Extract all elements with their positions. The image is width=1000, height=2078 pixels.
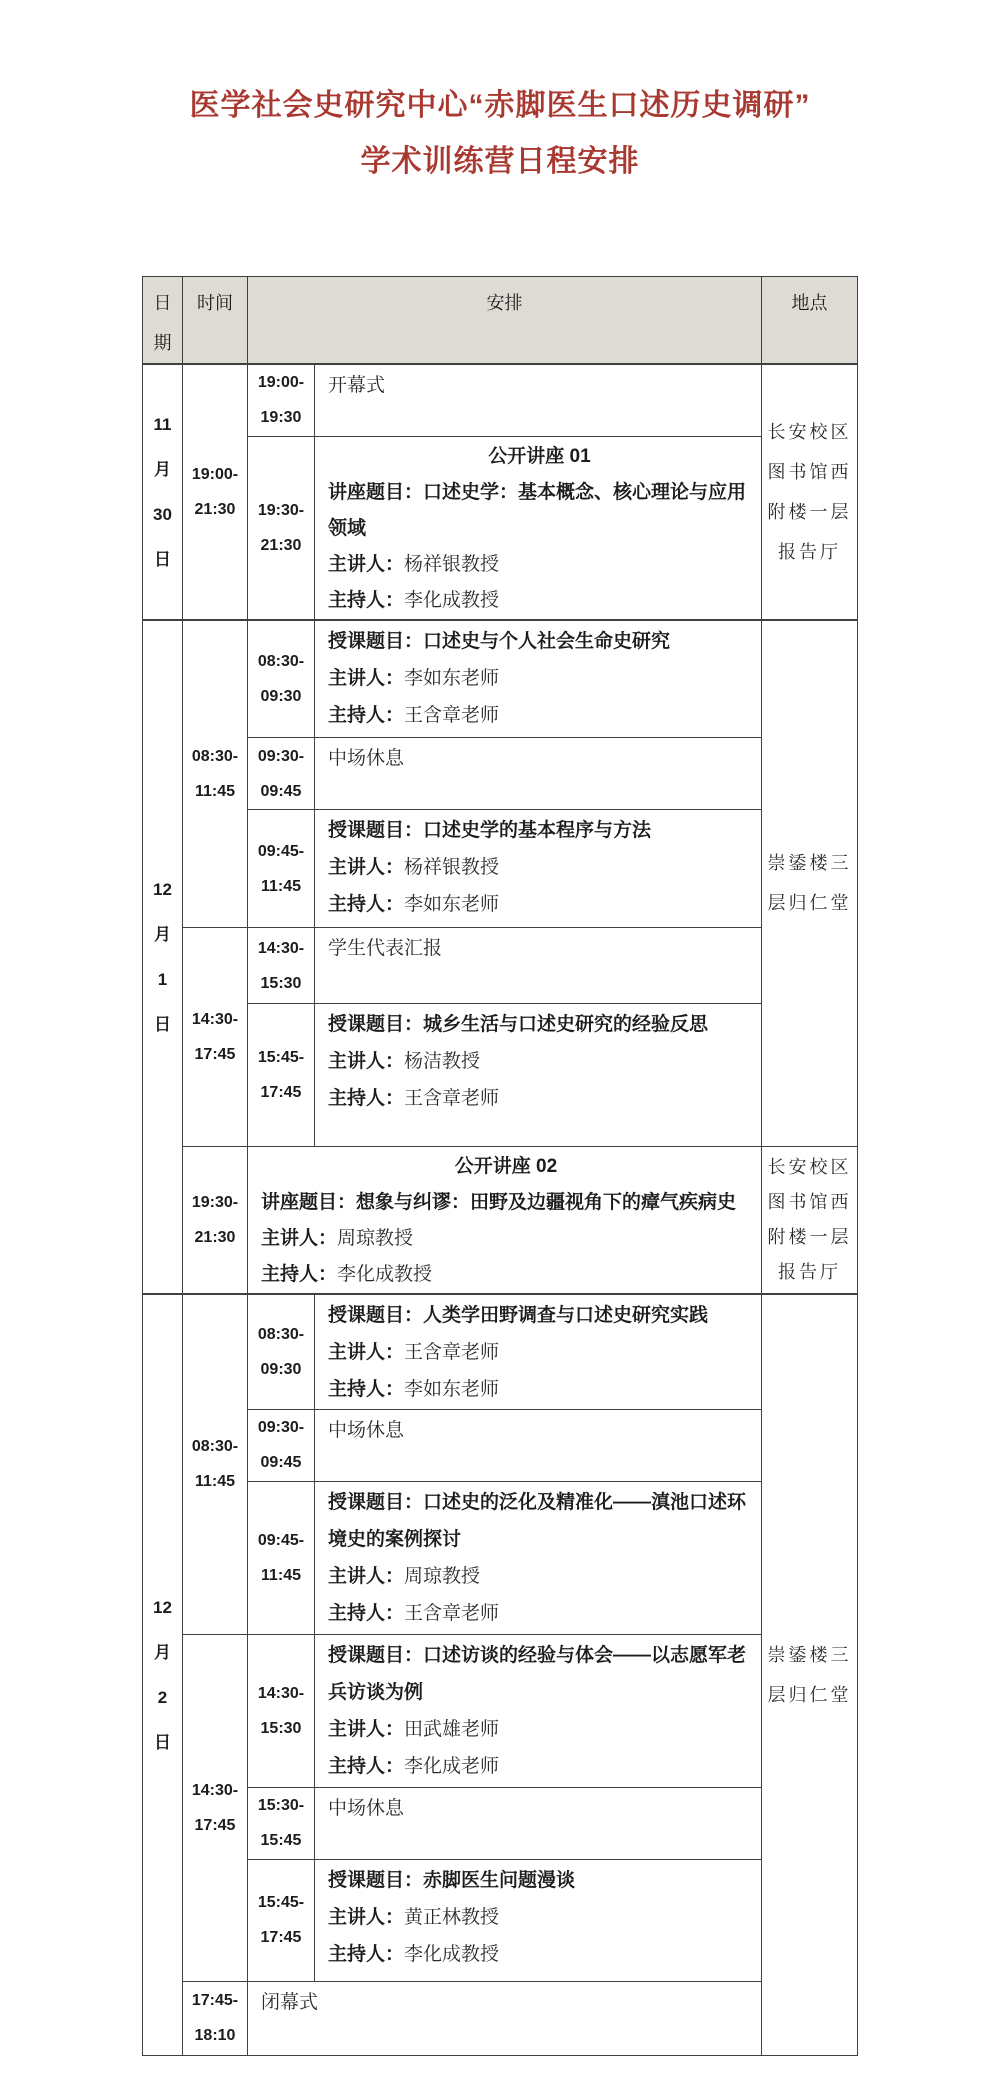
table-row	[143, 620, 858, 738]
dec1-s2-content-cell	[315, 810, 762, 928]
session-title: 授课题目：口述史的泛化及精准化——滇池口述环境史的案例探讨	[328, 1491, 747, 1550]
break-label: 中场休息	[328, 1797, 405, 1819]
table-row	[143, 1481, 858, 1634]
session-speaker: 主讲人：黄正林教授	[328, 1906, 500, 1928]
lecture1-content-cell	[315, 436, 762, 620]
closing-time-cell: 17:45- 18:10	[183, 1981, 248, 2055]
lecture2-speaker: 主讲人：周琼教授	[261, 1228, 414, 1249]
dec1-evening-time-cell: 19:30- 21:30	[183, 1147, 248, 1295]
dec2-s4-content-cell	[315, 1859, 762, 1981]
session-speaker: 主讲人：李如东老师	[328, 667, 500, 689]
dec1-s1-content-cell	[315, 620, 762, 738]
session-title: 授课题目：城乡生活与口述史研究的经验反思	[328, 1014, 709, 1035]
dec2-s4-time-cell: 15:45- 17:45	[248, 1859, 315, 1981]
opening-content-cell	[315, 364, 762, 436]
dec2-s3-content-cell	[315, 1634, 762, 1787]
dec2-break2-time-cell: 15:30- 15:45	[248, 1787, 315, 1859]
dec1-location-cell: 崇鋈楼三 层归仁堂	[762, 620, 858, 1147]
session-host: 主持人：李化成老师	[328, 1755, 500, 1777]
lecture1-title: 讲座题目：口述史学：基本概念、核心理论与应用领域	[328, 481, 747, 539]
dec2-afternoon-time-cell: 14:30- 17:45	[183, 1634, 248, 1981]
lecture1-heading: 公开讲座 01	[488, 445, 591, 467]
session-speaker: 主讲人：王含章老师	[328, 1342, 500, 1363]
dec1-date-cell: 12 月 1 日	[143, 620, 183, 1295]
dec1-s1-time-cell: 08:30- 09:30	[248, 620, 315, 738]
table-row	[143, 928, 858, 1004]
session-host: 主持人：李如东老师	[328, 894, 500, 915]
table-row	[143, 1004, 858, 1147]
dec1-s3-content-cell	[315, 1004, 762, 1147]
lecture2-content-cell	[248, 1147, 762, 1295]
nov30-date-cell: 11 月 30 日	[143, 364, 183, 620]
lecture1-host: 主持人：李化成教授	[328, 589, 500, 611]
closing-content-cell	[248, 1981, 762, 2055]
session-host: 主持人：王含章老师	[328, 1088, 500, 1109]
session-host: 主持人：王含章老师	[328, 704, 500, 726]
dec2-break1-content-cell	[315, 1409, 762, 1481]
lecture2-host: 主持人：李化成教授	[261, 1264, 433, 1285]
dec2-s2-time-cell: 09:45- 11:45	[248, 1481, 315, 1634]
dec1-evening-location-cell: 长安校区 图书馆西 附楼一层 报告厅	[762, 1147, 858, 1295]
break-label: 中场休息	[328, 748, 405, 769]
break-label: 中场休息	[328, 1419, 405, 1441]
dec2-break2-content-cell	[315, 1787, 762, 1859]
table-row	[143, 1981, 858, 2055]
page-title-line1: 医学社会史研究中心“赤脚医生口述历史调研”	[189, 89, 811, 122]
session-host: 主持人：李如东老师	[328, 1379, 500, 1400]
session-title: 授课题目：口述访谈的经验与体会——以志愿军老兵访谈为例	[328, 1644, 747, 1703]
session-speaker: 主讲人：杨洁教授	[328, 1051, 481, 1072]
dec1-s2-time-cell: 09:45- 11:45	[248, 810, 315, 928]
table-row	[143, 364, 858, 436]
session-speaker: 主讲人：田武雄老师	[328, 1718, 500, 1740]
dec2-location-cell: 崇鋈楼三 层归仁堂	[762, 1294, 858, 2055]
session-speaker: 主讲人：杨祥银教授	[328, 857, 500, 878]
table-row	[143, 1294, 858, 1409]
dec2-s3-time-cell: 14:30- 15:30	[248, 1634, 315, 1787]
page-title-line2: 学术训练营日程安排	[360, 145, 640, 178]
table-row	[143, 810, 858, 928]
lecture2-title: 讲座题目：想象与纠谬：田野及边疆视角下的瘴气疾病史	[261, 1192, 737, 1213]
closing-label: 闭幕式	[261, 1991, 319, 2013]
nov30-location-cell: 长安校区 图书馆西 附楼一层 报告厅	[762, 364, 858, 620]
header-date: 日 期	[143, 277, 183, 365]
dec1-report-content-cell	[315, 928, 762, 1004]
dec1-report-time-cell: 14:30- 15:30	[248, 928, 315, 1004]
opening-time-cell: 19:00- 19:30	[248, 364, 315, 436]
dec1-morning-time-cell: 08:30- 11:45	[183, 620, 248, 928]
header-schedule: 安排	[248, 277, 762, 365]
schedule-table	[142, 276, 858, 2056]
table-row	[143, 1147, 858, 1295]
session-title: 授课题目：赤脚医生问题漫谈	[328, 1869, 576, 1891]
dec1-afternoon-time-cell: 14:30- 17:45	[183, 928, 248, 1147]
opening-label: 开幕式	[328, 375, 386, 396]
lecture2-heading: 公开讲座 02	[454, 1156, 558, 1177]
lecture1-time-cell: 19:30- 21:30	[248, 436, 315, 620]
session-host: 主持人：王含章老师	[328, 1602, 500, 1624]
dec2-s1-content-cell	[315, 1294, 762, 1409]
table-row	[143, 738, 858, 810]
report-label: 学生代表汇报	[328, 938, 443, 959]
session-title: 授课题目：口述史与个人社会生命史研究	[328, 630, 671, 652]
dec2-morning-time-cell: 08:30- 11:45	[183, 1294, 248, 1634]
table-row	[143, 1787, 858, 1859]
nov30-time-cell: 19:00- 21:30	[183, 364, 248, 620]
table-row	[143, 1409, 858, 1481]
table-row	[143, 1634, 858, 1787]
session-host: 主持人：李化成教授	[328, 1943, 500, 1965]
dec2-break1-time-cell: 09:30- 09:45	[248, 1409, 315, 1481]
dec1-break1-time-cell: 09:30- 09:45	[248, 738, 315, 810]
lecture1-speaker: 主讲人：杨祥银教授	[328, 553, 500, 575]
document-title	[0, 0, 1000, 180]
header-location: 地点	[762, 277, 858, 365]
dec2-s2-content-cell	[315, 1481, 762, 1634]
dec1-break1-content-cell	[315, 738, 762, 810]
header-time: 时间	[183, 277, 248, 365]
session-speaker: 主讲人：周琼教授	[328, 1565, 481, 1587]
dec2-s1-time-cell: 08:30- 09:30	[248, 1294, 315, 1409]
table-row	[143, 436, 858, 620]
dec2-date-cell: 12 月 2 日	[143, 1294, 183, 2055]
table-header-row	[143, 277, 858, 365]
session-title: 授课题目：人类学田野调查与口述史研究实践	[328, 1305, 709, 1326]
table-row	[143, 1859, 858, 1981]
session-title: 授课题目：口述史学的基本程序与方法	[328, 820, 652, 841]
dec1-s3-time-cell: 15:45- 17:45	[248, 1004, 315, 1147]
